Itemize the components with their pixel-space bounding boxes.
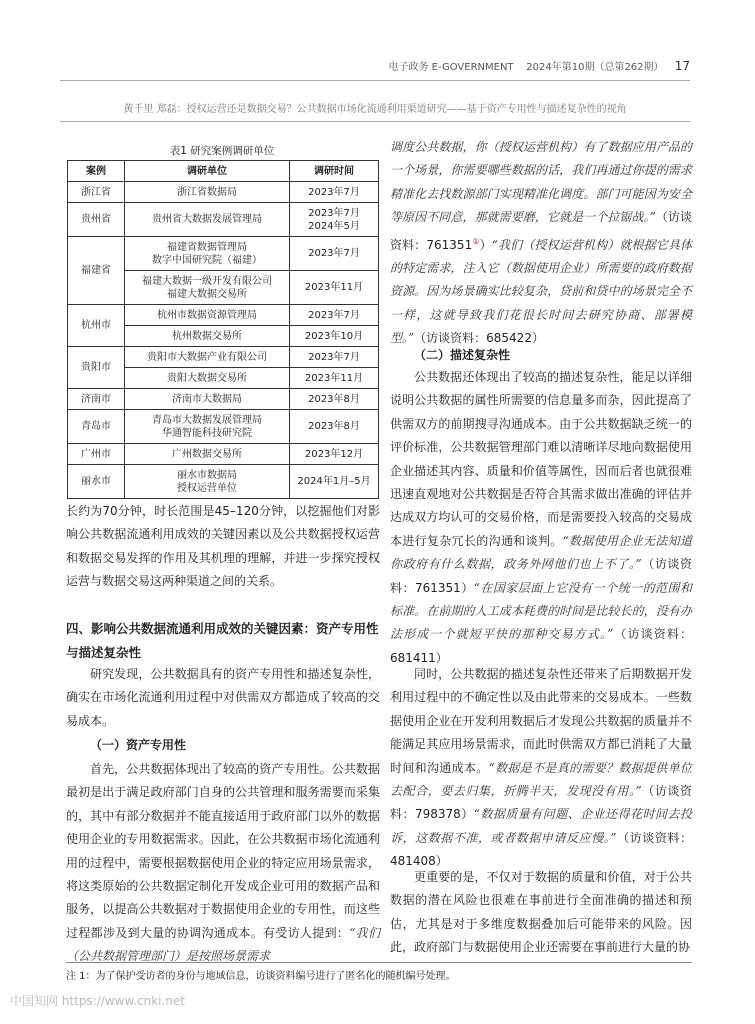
case-cell: 杭州市 [68,305,125,347]
subsection-description-complexity: （二）描述复杂性 [414,348,511,362]
unit-cell: 贵州省大数据发展管理局 [125,203,290,237]
time-cell: 2023年10月 [290,326,379,347]
footnote: 注 1：为了保护受访者的身份与地域信息，访谈资料编号进行了匿名化的随机编号处理。 [66,962,692,982]
time-cell: 2023年8月 [290,410,379,444]
right-paragraph-3: 同时，公共数据的描述复杂性还带来了后期数据开发利用过程中的不确定性以及由此带来的交易成本。一些数据使用企业在开发利用数据后才发现公共数据的质量并不能满足其应用场景需求，而此时供需双方都已消耗了大量时间和沟通成本。“数据是不是真的需要？数据提供单位去配合，要去归集，折腾半天，发现没有用。”（访谈资料：798378）“数据质量有问题、企业还得花时间去投诉，这数据不准，或者数据申请反应慢。”（访谈资料：481408） [390,667,693,869]
unit-cell: 贵阳市大数据产业有限公司 [125,347,290,368]
table-row [68,305,379,326]
col-header-time: 调研时间 [290,161,379,182]
table-row [68,182,379,203]
case-cell: 丽水市 [68,465,125,499]
unit-cell: 广州数据交易所 [125,444,290,465]
col-header-unit: 调研单位 [125,161,290,182]
col-header-case: 案例 [68,161,125,182]
table-row [68,465,379,499]
case-cell: 贵州省 [68,203,125,237]
case-cell: 贵阳市 [68,347,125,389]
case-cell: 广州市 [68,444,125,465]
time-cell: 2023年7月 [290,182,379,203]
page-header [60,58,690,81]
issue-info: 2024年第10期（总第262期） [526,62,664,73]
unit-cell: 杭州市数据资源管理局 [125,305,290,326]
unit-cell: 福建大数据一级开发有限公司 福建大数据交易所 [125,271,290,305]
unit-cell: 浙江省数据局 [125,182,290,203]
journal-name: 电子政务 E-GOVERNMENT [388,62,514,73]
case-cell: 济南市 [68,389,125,410]
right-paragraph-4: 更重要的是，不仅对于数据的质量和价值，对于公共数据的潜在风险也很难在事前进行全面准确的描述和预估，尤其是对于多维度数据叠加后可能带来的风险。因此，政府部门与数据使用企业还需要在事前进行大量的协 [390,870,692,955]
asset-paragraph: 首先，公共数据体现出了较高的资产专用性。公共数据最初是出于满足政府部门自身的公共管理和服务需要而采集的，其中有部分数据并不能直接适用于政府部门以外的数据使用企业的专用数据需求。因此，在公共数据市场化流通利用的过程中，需要根据数据使用企业的特定应用场景需求，将这类原始的公共数据定制化开发成企业可用的数据产品和服务，以提高公共数据对于数据使用企业的专用性，而这些过程都涉及到大量的协调沟通成本。有受访人提到：“我们（公共数据管理部门）是按照场景需求 [66,762,380,964]
time-cell: 2023年7月 [290,347,379,368]
unit-cell: 贵阳大数据交易所 [125,368,290,389]
time-cell: 2024年1月–5月 [290,465,379,499]
case-cell: 浙江省 [68,182,125,203]
table-row [68,237,379,271]
research-paragraph: 研究发现，公共数据具有的资产专用性和描述复杂性，确实在市场化流通利用过程中对供需双方都造成了较高的交易成本。 [66,667,380,728]
table-caption: 表1 研究案例调研单位 [169,145,275,157]
unit-cell: 青岛市大数据发展管理局 华通智能科技研究院 [125,410,290,444]
time-cell: 2023年11月 [290,368,379,389]
time-cell: 2023年11月 [290,271,379,305]
table-row [68,347,379,368]
unit-cell: 济南市大数据局 [125,389,290,410]
section-heading: 四、影响公共数据流通利用成效的关键因素：资产专用性与描述复杂性 [66,621,379,660]
left-intro-paragraph: 长约为70分钟，时长范围是45–120分钟，以挖掘他们对影响公共数据流通利用成效的关键因素以及公共数据授权运营和数据交易发挥的作用及其机理的理解，并进一步探究授权运营与数据交易这两种渠道之间的关系。 [66,504,380,589]
unit-cell: 杭州数据交易所 [125,326,290,347]
table-row [68,444,379,465]
right-paragraph-1: 调度公共数据，你（授权运营机构）有了数据应用产品的一个场景，你需要哪些数据的话，我们再通过你提的需求精准化去找数源部门实现精准化调度。部门可能因为安全等原因不同意，那就需要磨，它就是一个拉锯战。”（访谈资料：761351①）“我们（授权运营机构）就根据它具体的特定需求，注入它（数据使用企业）所需要的政府数据资源。因为场景确实比较复杂，贷前和贷中的场景完全不一样，这就导致我们花很长时间去研究协商、部署模型。”（访谈资料：685422） [390,140,692,346]
table-row [68,410,379,444]
case-cell: 福建省 [68,237,125,305]
cnki-watermark: 中国知网 https://www.cnki.net [10,994,185,1008]
subsection-asset-specificity: （一）资产专用性 [90,738,187,752]
case-cell: 青岛市 [68,410,125,444]
time-cell: 2023年7月 [290,305,379,326]
page-number: 17 [674,59,690,73]
running-title: 黄千里 郑磊：授权运营还是数据交易？公共数据市场化流通利用渠道研究——基于资产专用性与描述复杂性的视角 [60,100,690,122]
time-cell: 2023年12月 [290,444,379,465]
table-row [68,203,379,237]
unit-cell: 福建省数据管理局 数字中国研究院（福建） [125,237,290,271]
table-row [68,389,379,410]
time-cell: 2023年8月 [290,389,379,410]
research-case-table [67,160,379,499]
unit-cell: 丽水市数据局 授权运营单位 [125,465,290,499]
time-cell: 2023年7月 2024年5月 [290,203,379,237]
right-paragraph-2: 公共数据还体现出了较高的描述复杂性，能足以详细说明公共数据的属性所需要的信息量多而杂，因此提高了供需双方的前期搜寻沟通成本。由于公共数据缺乏统一的评价标准，公共数据管理部门难以清晰详尽地向数据使用企业描述其内容、质量和价值等属性，因而后者也就很难迅速直观地对公共数据是否符合其需求做出准确的评估并达成双方均认可的交易价格，而是需要投入较高的交易成本进行复杂冗长的沟通和谈判。“数据使用企业无法知道你政府有什么数据，政务外网他们也上不了。”（访谈资料：761351）“在国家层面上它没有一个统一的范围和标准。在前期的人工成本耗费的时间是比较长的，没有办法形成一个就短平快的那种交易方式。”（访谈资料：681411） [390,370,693,665]
time-cell: 2023年7月 [290,237,379,271]
